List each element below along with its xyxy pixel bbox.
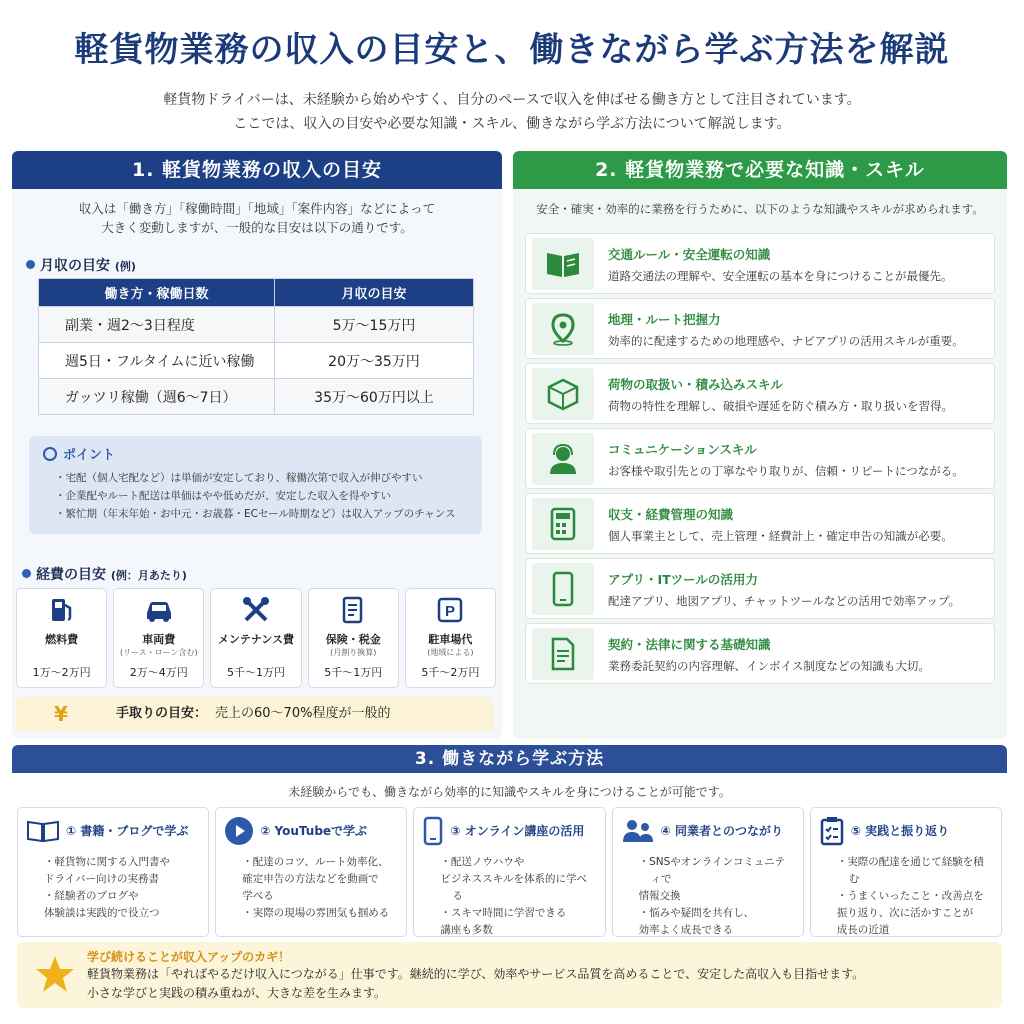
list-item: ・ 実際の現場の雰囲気も掴める <box>254 905 398 922</box>
method-card <box>810 807 1002 937</box>
keep-heading: 学び続けることが収入アップのカギ！ <box>87 950 291 964</box>
desc-line: 収入は「働き方」「稼働時間」「地域」「案件内容」などによって <box>78 201 436 216</box>
cost-name: 車両費 <box>142 633 176 646</box>
skill-item <box>525 363 995 424</box>
list-item: ・ うまくいったこと・改善点を <box>849 888 993 905</box>
bullet-dot <box>22 569 31 578</box>
skills-section <box>513 151 1007 739</box>
method-card <box>215 807 407 937</box>
list-item: ・ 企業配やルート配送は単価はやや低めだが、安定した収入を得やすい <box>55 487 468 505</box>
point-list <box>43 469 468 523</box>
page-title: 軽貨物業務の収入の目安と、働きながら学ぶ方法を解説 <box>74 30 950 70</box>
table-cell: 20万〜35万円 <box>275 343 474 379</box>
list-item: 情報交換 <box>638 890 681 902</box>
cost-note: (リース・ローン含む) <box>119 648 198 657</box>
learning-methods <box>17 807 1002 937</box>
calculator-icon <box>549 507 577 541</box>
section-description: 安全・確実・効率的に業務を行うために、以下のような知識やスキルが求められます。 <box>536 202 984 216</box>
section-heading: 2. 軽貨物業務で必要な知識・スキル <box>513 151 1007 189</box>
tools-icon <box>241 595 271 625</box>
phone-icon <box>422 816 444 846</box>
table-cell: 5万〜15万円 <box>275 307 474 343</box>
cost-heading <box>22 564 187 584</box>
cost-amount: 1万〜2万円 <box>32 666 91 679</box>
car-icon <box>143 595 175 625</box>
list-item: ・ 経験者のブログや <box>56 888 200 905</box>
table-header: 月収の目安 <box>275 279 474 307</box>
table-cell: 副業・週2〜3日程度 <box>39 307 275 343</box>
income-section <box>12 151 502 739</box>
list-item: 成長の近道 <box>836 924 890 936</box>
cost-name: 保険・税金 <box>325 633 381 646</box>
list-item: ・ 配達のコツ、ルート効率化、 <box>254 854 398 871</box>
list-item: ドライバー向けの実務書 <box>44 873 159 885</box>
list-item: ・ 悩みや疑問を共有し、 <box>651 905 795 922</box>
method-title: ④ 同業者とのつながり <box>660 824 783 838</box>
lightbulb-icon <box>43 447 57 461</box>
skill-name: アプリ・ITツールの活用力 <box>608 572 758 587</box>
intro-line: 軽貨物ドライバーは、未経験から始めやすく、自分のペースで収入を伸ばせる働き方として注目されています。 <box>163 92 861 108</box>
contract-icon <box>549 637 577 671</box>
section-description <box>12 199 502 237</box>
desc-line: 大きく変動しますが、一般的な目安は以下の通りです。 <box>101 220 413 235</box>
skill-item <box>525 623 995 684</box>
cost-card-parking <box>405 588 496 688</box>
cost-note: (月割り換算) <box>330 648 377 657</box>
method-title: ② YouTubeで学ぶ <box>260 824 368 838</box>
section-heading: 3. 働きながら学ぶ方法 <box>12 745 1007 773</box>
parking-icon <box>435 595 465 625</box>
book-icon <box>545 249 581 279</box>
method-title: ⑤ 実践と振り返り <box>850 824 950 838</box>
learning-section <box>12 745 1007 1015</box>
cost-cards <box>16 588 496 688</box>
skill-desc: 効率的に配達するための地理感や、ナビアプリの活用スキルが重要。 <box>608 334 964 348</box>
table-row <box>39 379 474 415</box>
section-heading: 1. 軽貨物業務の収入の目安 <box>12 151 502 189</box>
skill-item <box>525 558 995 619</box>
cost-note <box>17 647 106 658</box>
skill-item <box>525 298 995 359</box>
map-pin-icon <box>548 312 578 346</box>
package-icon <box>546 377 580 411</box>
skill-name: コミュニケーションスキル <box>608 442 757 457</box>
cost-card-fuel <box>16 588 107 688</box>
list-item: ・ 実際の配達を通じて経験を積む <box>849 854 993 888</box>
table-cell: ガッツリ稼働（週6〜7日） <box>39 379 275 415</box>
cost-note: (例：月あたり) <box>110 569 187 582</box>
monthly-income-heading <box>26 255 136 275</box>
skill-item <box>525 428 995 489</box>
cost-name: 駐車場代 <box>428 633 473 646</box>
skill-item <box>525 233 995 294</box>
method-title: ③ オンライン講座の活用 <box>450 824 585 838</box>
skill-name: 荷物の取扱い・積み込みスキル <box>608 377 783 392</box>
method-card <box>413 807 605 937</box>
skill-item <box>525 493 995 554</box>
cost-card-insurance <box>308 588 399 688</box>
list-item: ビジネススキルを体系的に学べる <box>440 873 587 902</box>
list-item: ・ 軽貨物に関する入門書や <box>56 854 200 871</box>
cost-note: (地域による) <box>427 648 474 657</box>
skill-desc: 荷物の特性を理解し、破損や遅延を防ぐ積み方・取り扱いを習得。 <box>608 399 953 413</box>
skill-desc: 業務委託契約の内容理解、インボイス制度などの知識も大切。 <box>608 659 930 673</box>
table-cell: 35万〜60万円以上 <box>275 379 474 415</box>
skill-name: 交通ルール・安全運転の知識 <box>608 247 771 262</box>
keep-line: 小さな学びと実践の積み重ねが、大きな差を生みます。 <box>87 986 387 1000</box>
star-icon <box>35 954 75 994</box>
list-item: 体験談は実践的で役立つ <box>44 907 160 919</box>
cost-amount: 5千〜1万円 <box>227 666 285 679</box>
table-cell: 週5日・フルタイムに近い稼働 <box>39 343 275 379</box>
open-book-icon <box>26 819 60 843</box>
cost-card-maintenance <box>210 588 301 688</box>
takehome-banner <box>16 697 494 731</box>
cost-note <box>211 647 300 658</box>
keep-line: 軽貨物業務は「やればやるだけ収入につながる」仕事です。継続的に学び、効率やサービス品質を高めることで、安定した高収入も目指せます。 <box>87 967 865 981</box>
people-icon <box>621 818 655 844</box>
method-title: ① 書籍・ブログで学ぶ <box>66 824 189 838</box>
point-box <box>29 436 482 534</box>
point-heading <box>43 444 468 463</box>
cost-name: メンテナンス費 <box>217 633 295 646</box>
intro-line: ここでは、収入の目安や必要な知識・スキル、働きながら学ぶ方法について解説します。 <box>233 116 791 132</box>
yen-icon: ¥ <box>54 702 68 726</box>
point-heading-text: ポイント <box>63 448 116 463</box>
skill-desc: お客様や取引先との丁寧なやり取りが、信頼・リピートにつながる。 <box>608 464 964 478</box>
keep-learning-banner <box>17 942 1002 1008</box>
list-item: 講座も多数 <box>440 924 493 936</box>
method-card <box>17 807 209 937</box>
document-icon <box>338 595 368 625</box>
table-row <box>39 307 474 343</box>
cost-amount: 2万〜4万円 <box>129 666 188 679</box>
list-item: ・ スキマ時間に学習できる <box>452 905 596 922</box>
cost-name: 燃料費 <box>45 633 79 646</box>
skill-list <box>525 233 995 688</box>
cost-card-vehicle <box>113 588 204 688</box>
takehome-value: 売上の60〜70%程度が一般的 <box>215 706 391 721</box>
skill-desc: 配達アプリ、地図アプリ、チャットツールなどの活用で効率アップ。 <box>608 594 961 608</box>
intro-text <box>0 88 1024 136</box>
monthly-note: (例) <box>114 260 136 273</box>
takehome-label: 手取りの目安： <box>116 706 208 721</box>
play-icon <box>224 816 254 846</box>
cost-amount: 5千〜1万円 <box>324 666 383 679</box>
smartphone-icon <box>551 571 575 607</box>
method-card <box>612 807 804 937</box>
cost-amount: 5千〜2万円 <box>421 666 480 679</box>
list-item: ・ 繁忙期（年末年始・お中元・お歳暮・ECセール時期など）は収入アップのチャンス <box>55 505 468 523</box>
income-table <box>38 278 474 415</box>
skill-name: 収支・経費管理の知識 <box>608 507 734 522</box>
checklist-icon <box>819 816 845 846</box>
table-row <box>39 343 474 379</box>
headset-person-icon <box>546 442 580 476</box>
section-description: 未経験からでも、働きながら効率的に知識やスキルを身につけることが可能です。 <box>288 785 731 799</box>
list-item: ・ SNSやオンラインコミュニティで <box>651 854 795 888</box>
skill-name: 契約・法律に関する基礎知識 <box>608 637 771 652</box>
monthly-heading-text: 月収の目安 <box>40 258 110 274</box>
bullet-dot <box>26 260 35 269</box>
skill-desc: 個人事業主として、売上管理・経費計上・確定申告の知識が必要。 <box>608 529 953 543</box>
skill-name: 地理・ルート把握力 <box>608 312 721 327</box>
list-item: ・ 配送ノウハウや <box>452 854 596 871</box>
cost-heading-text: 経費の目安 <box>36 567 106 583</box>
list-item: 振り返り、次に活かすことが <box>836 907 974 919</box>
fuel-pump-icon <box>47 595 77 625</box>
skill-desc: 道路交通法の理解や、安全運転の基本を身につけることが最優先。 <box>608 269 953 283</box>
list-item: ・ 宅配（個人宅配など）は単価が安定しており、稼働次第で収入が伸びやすい <box>55 469 468 487</box>
list-item: 学べる <box>242 890 274 902</box>
list-item: 確定申告の方法などを動画で <box>242 873 379 885</box>
svg-text:P: P <box>445 603 456 620</box>
list-item: 効率よく成長できる <box>638 924 734 936</box>
table-header: 働き方・稼働日数 <box>39 279 275 307</box>
